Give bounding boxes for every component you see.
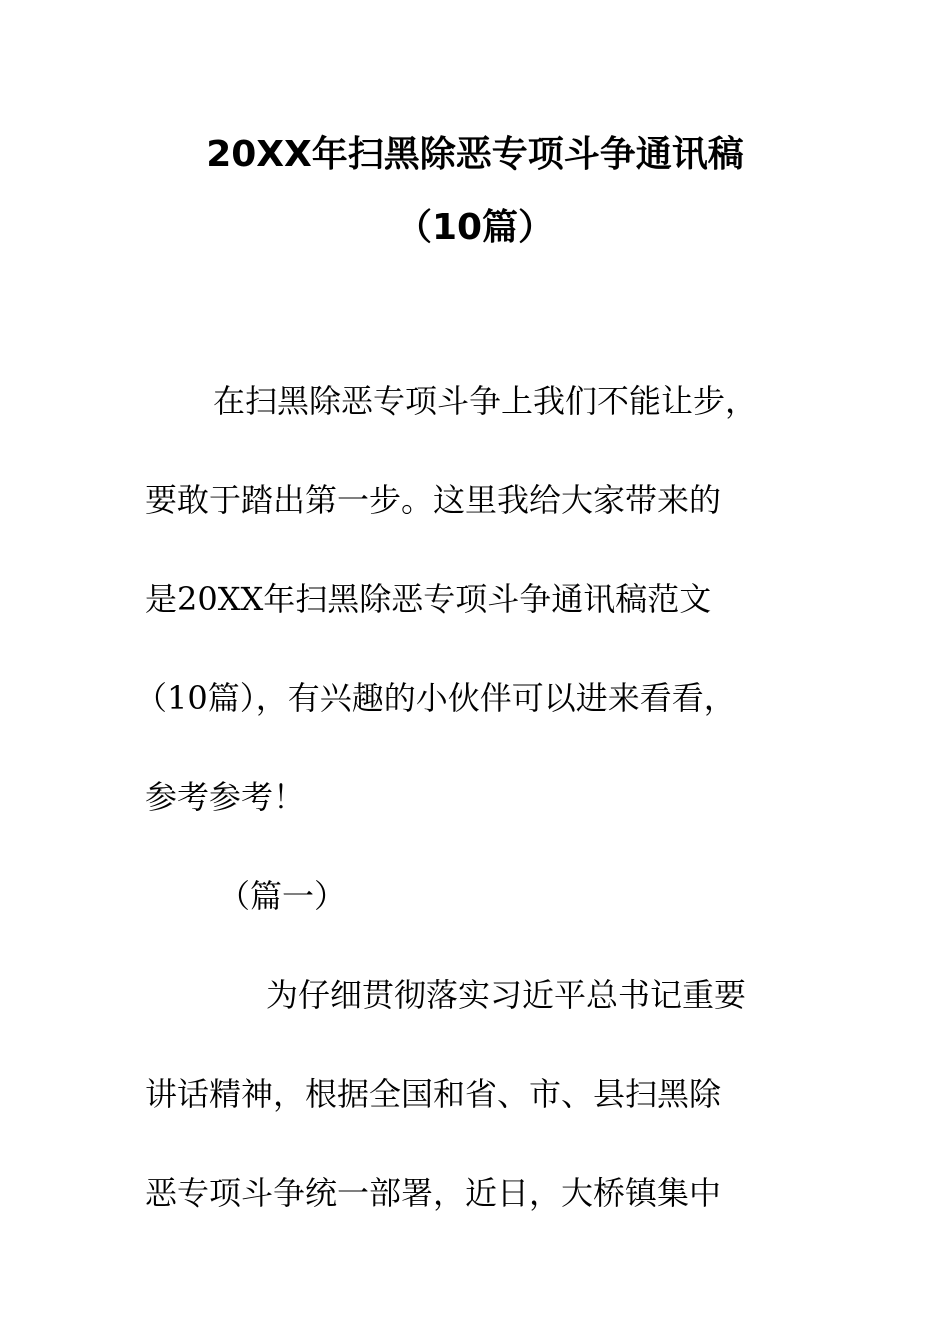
document-title: 20XX年扫黑除恶专项斗争通讯稿	[206, 134, 744, 175]
intro-paragraph-line: 在扫黑除恶专项斗争上我们不能让步，	[213, 382, 758, 420]
intro-paragraph-line: 参考参考！	[145, 778, 306, 816]
document-title-count: （10篇）	[395, 207, 555, 248]
section-heading: （篇一）	[218, 877, 347, 915]
intro-paragraph-line: 是20XX年扫黑除恶专项斗争通讯稿范文	[145, 580, 712, 618]
body-paragraph-line: 讲话精神，根据全国和省、市、县扫黑除	[145, 1075, 722, 1113]
body-paragraph-line: 为仔细贯彻落实习近平总书记重要	[266, 976, 747, 1014]
body-paragraph-line: 恶专项斗争统一部署，近日，大桥镇集中	[145, 1174, 722, 1212]
intro-paragraph-line: （10篇），有兴趣的小伙伴可以进来看看，	[135, 679, 736, 717]
intro-paragraph-line: 要敢于踏出第一步。这里我给大家带来的	[145, 481, 722, 519]
